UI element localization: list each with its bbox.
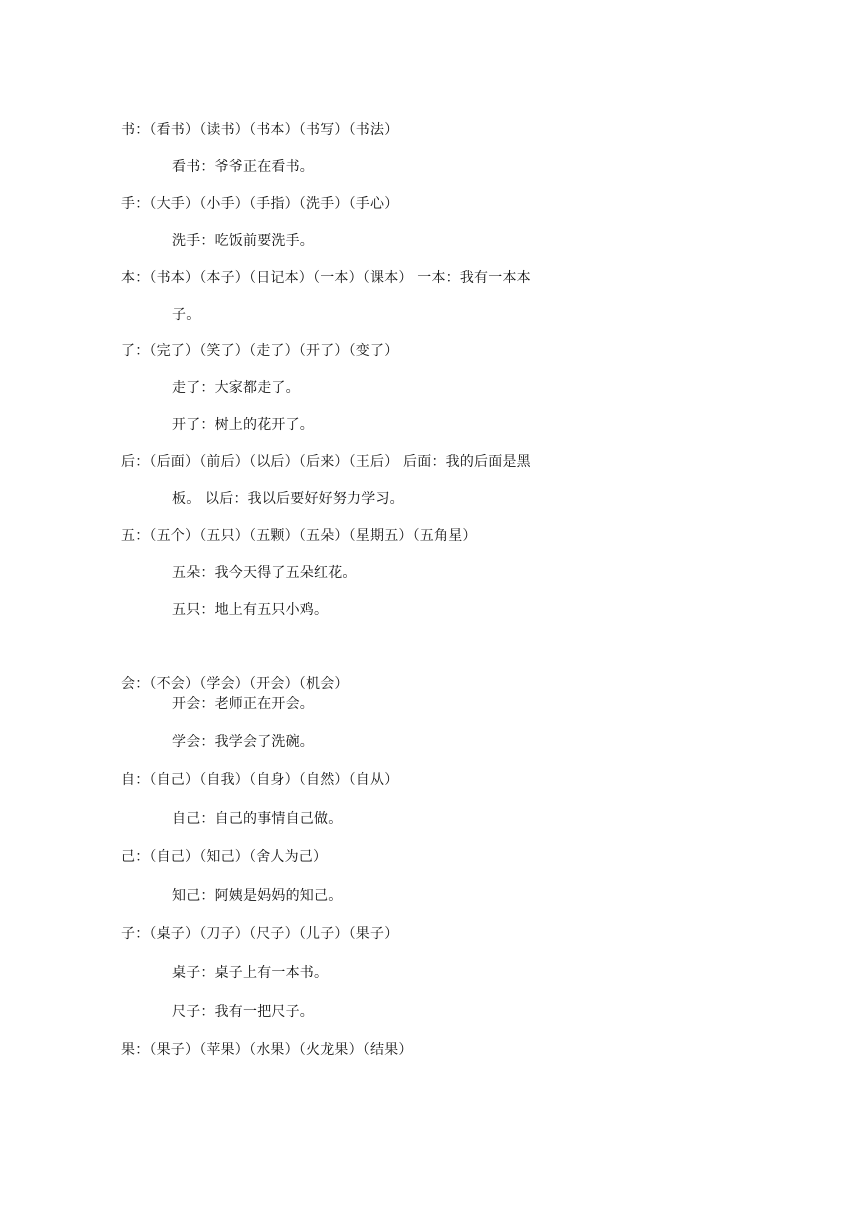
entry-zi2-sentence-2: 尺子：我有一把尺子。 (172, 1004, 314, 1020)
entry-le-sentence-1: 走了：大家都走了。 (172, 380, 300, 396)
entry-wu-sentence-1: 五朵：我今天得了五朵红花。 (172, 565, 357, 581)
entry-wu-sentence-2: 五只：地上有五只小鸡。 (172, 602, 329, 618)
entry-hui-words: 会：（不会）（学会）（开会）（机会） (121, 676, 349, 692)
entry-ben-continued: 子。 (172, 307, 201, 323)
entry-zi-words: 自：（自己）（自我）（自身）（自然）（自从） (121, 772, 399, 788)
entry-hui-sentence-2: 学会：我学会了洗碗。 (172, 734, 314, 750)
entry-zi-sentence: 自己：自己的事情自己做。 (172, 811, 343, 827)
entry-guo-words: 果：（果子）（苹果）（水果）（火龙果）（结果） (121, 1042, 413, 1058)
entry-zi2-sentence-1: 桌子：桌子上有一本书。 (172, 965, 329, 981)
entry-le-words: 了：（完了）（笑了）（走了）（开了）（变了） (121, 343, 399, 359)
entry-ben-words: 本：（书本）（本子）（日记本）（一本）（课本） 一本：我有一本本 (121, 270, 531, 286)
entry-hui-sentence-1: 开会：老师正在开会。 (172, 696, 314, 712)
entry-hou-continued: 板。 以后：我以后要好好努力学习。 (172, 491, 404, 507)
entry-wu-words: 五：（五个）（五只）（五颗）（五朵）（星期五）（五角星） (121, 528, 477, 544)
entry-shou-sentence: 洗手：吃饭前要洗手。 (172, 233, 314, 249)
entry-le-sentence-2: 开了：树上的花开了。 (172, 417, 314, 433)
entry-shu-sentence: 看书：爷爷正在看书。 (172, 159, 314, 175)
entry-zi2-words: 子：（桌子）（刀子）（尺子）（儿子）（果子） (121, 926, 399, 942)
entry-ji-words: 己：（自己）（知己）（舍人为己） (121, 849, 328, 865)
entry-ji-sentence: 知己：阿姨是妈妈的知己。 (172, 888, 343, 904)
entry-shu-words: 书：（看书）（读书）（书本）（书写）（书法） (121, 122, 399, 138)
entry-shou-words: 手：（大手）（小手）（手指）（洗手）（手心） (121, 196, 399, 212)
entry-hou-words: 后：（后面）（前后）（以后）（后来）（王后） 后面：我的后面是黑 (121, 454, 531, 470)
